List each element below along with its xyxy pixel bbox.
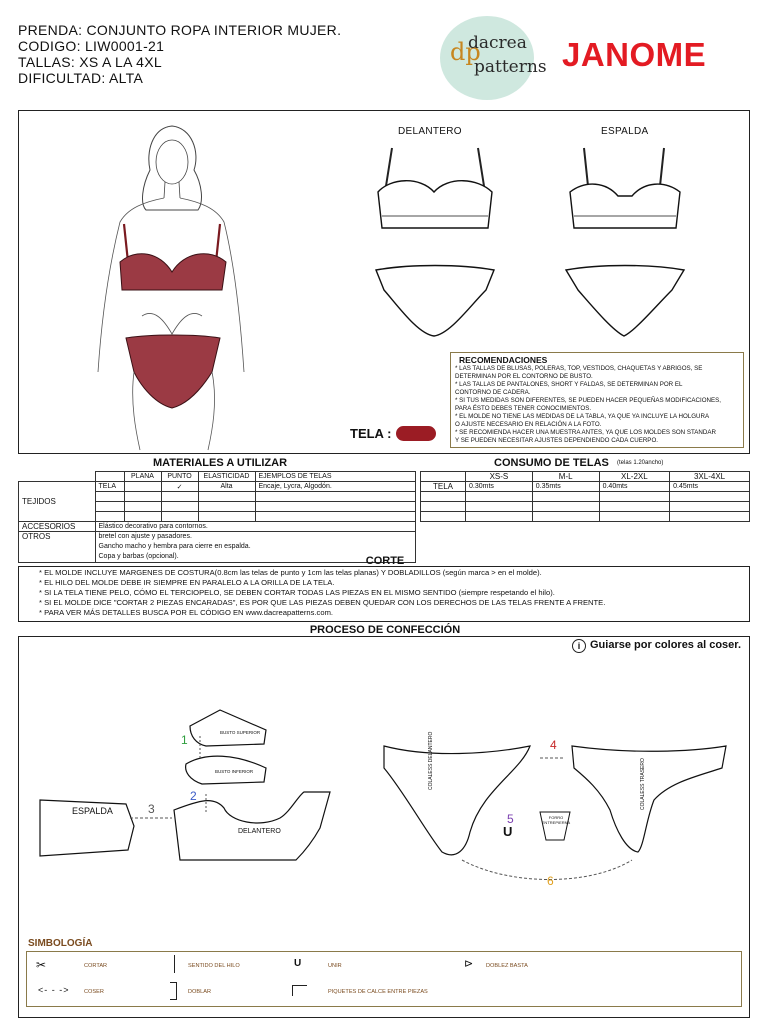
ejemplos-value: Encaje, Lycra, Algodón. xyxy=(255,482,416,492)
size-xl-2xl: XL-2XL xyxy=(599,472,670,482)
symbol-label-piquetes: PIQUETES DE CALCE ENTRE PIEZAS xyxy=(328,989,428,995)
recommendation-line: Y SE PUEDEN NECESITAR AJUSTES DEPENDIENDO CADA CUERPO. xyxy=(455,437,658,444)
recommendation-line: * LAS TALLAS DE BLUSAS, POLERAS, TOP, VESTIDOS, CHAQUETAS Y ABRIGOS, SE xyxy=(455,365,703,372)
step-3: 3 xyxy=(148,802,155,816)
consumo-row-label: TELA xyxy=(421,482,466,492)
tejidos-label: TEJIDOS xyxy=(19,482,96,522)
back-view-label: ESPALDA xyxy=(601,126,649,137)
tela-color-swatch xyxy=(396,426,436,441)
consumo-table xyxy=(420,471,750,522)
union-symbol: U xyxy=(503,824,513,839)
janome-logo: JANOME xyxy=(562,36,707,73)
materiales-table xyxy=(18,471,416,563)
recommendation-line: * SI TUS MEDIDAS SON DIFERENTES, SE PUEDEN HACER PEQUEÑAS MODIFICACIONES, xyxy=(455,397,721,404)
size-3xl-4xl: 3XL-4XL xyxy=(670,472,750,482)
recommendations-title: RECOMENDACIONES xyxy=(459,355,548,365)
col-elasticidad: ELASTICIDAD xyxy=(198,472,255,482)
scissors-icon: ✂ xyxy=(36,958,47,972)
recommendation-line: * LAS TALLAS DE PANTALONES, SHORT Y FALDAS, SE DETERMINAN POR EL xyxy=(455,381,683,388)
proceso-hint: Guiarse por colores al coser. xyxy=(590,639,742,651)
corte-line: * SI EL MOLDE DICE "CORTAR 2 PIEZAS ENCARADAS", ES POR QUE LAS PIEZAS DEBEN QUEDAR CON LOS DERECHOS DE LAS TELAS FRENTE A FRENTE. xyxy=(39,598,606,607)
consumo-title: CONSUMO DE TELAS xyxy=(494,457,609,469)
corte-box xyxy=(18,566,750,622)
symbol-label-cortar: CORTAR xyxy=(84,963,108,969)
step-4: 4 xyxy=(550,738,557,752)
size-m-l: M-L xyxy=(532,472,599,482)
col-punto: PUNTO xyxy=(161,472,198,482)
front-flat-drawing xyxy=(370,140,500,340)
header-tallas: TALLAS: XS A LA 4XL xyxy=(18,54,162,70)
symbol-label-doblar: DOBLAR xyxy=(188,989,212,995)
model-illustration xyxy=(80,112,270,452)
symbol-label-doblez: DOBLEZ BASTA xyxy=(486,963,528,969)
accesorios-label: ACCESORIOS xyxy=(19,522,96,532)
recommendations-box xyxy=(450,352,744,448)
piece-espalda-label: ESPALDA xyxy=(72,806,113,816)
header-dificultad: DIFICULTAD: ALTA xyxy=(18,70,144,86)
front-view-label: DELANTERO xyxy=(398,126,462,137)
consumo-value: 0.30mts xyxy=(466,482,533,492)
recommendation-line: PARA ÉSTO DEBES TENER CONOCIMIENTOS. xyxy=(455,405,592,412)
piece-colaless-delantero-label: COLALESS DELANTERO xyxy=(428,731,434,790)
simbologia-box xyxy=(26,951,742,1007)
elasticidad-value: Alta xyxy=(198,482,255,492)
consumo-value: 0.40mts xyxy=(599,482,670,492)
recommendation-line: CONTORNO DE CADERA. xyxy=(455,389,531,396)
punto-check: ✓ xyxy=(161,482,198,492)
header-codigo: CODIGO: LIW0001-21 xyxy=(18,38,165,54)
sew-arrow-icon: <- - -> xyxy=(38,985,70,995)
piece-busto-inferior-label: BUSTO INFERIOR xyxy=(215,769,254,774)
symbol-label-unir: UNIR xyxy=(328,963,342,969)
piece-colaless-trasero-label: COLALESS TRASERO xyxy=(640,758,646,810)
col-ejemplos: EJEMPLOS DE TELAS xyxy=(255,472,416,482)
union-icon: U xyxy=(294,958,302,969)
consumo-note: (telas 1.20ancho) xyxy=(617,460,664,466)
grain-line-icon xyxy=(174,955,175,973)
accesorios-value: Elástico decorativo para contornos. xyxy=(95,522,416,532)
tela-row-label: TELA xyxy=(95,482,124,492)
corte-line: * PARA VER MÁS DETALLES BUSCA POR EL CÓDIGO EN www.dacreapatterns.com. xyxy=(39,608,333,617)
dacrea-logo-mark: dp xyxy=(450,38,481,66)
recommendation-line: DETERMINAN POR EL CONTORNO DE BUSTO. xyxy=(455,373,593,380)
materiales-title: MATERIALES A UTILIZAR xyxy=(152,457,288,469)
proceso-title: PROCESO DE CONFECCIÓN xyxy=(309,624,461,636)
piece-forro-label: FORRO ENTREPIERNA xyxy=(541,815,571,825)
otros-label: OTROS xyxy=(19,532,96,563)
consumo-value: 0.45mts xyxy=(670,482,750,492)
corte-line: * SI LA TELA TIENE PELO, CÓMO EL TERCIOPELO, SE DEBEN CORTAR TODAS LAS PIEZAS EN EL MISMO SENTIDO (siempre respetando el hilo). xyxy=(39,588,555,597)
piece-delantero-label: DELANTERO xyxy=(238,828,281,835)
col-plana: PLANA xyxy=(124,472,161,482)
tela-swatch-label: TELA : xyxy=(350,426,392,441)
dacrea-logo-text-bottom: patterns xyxy=(474,57,547,77)
corte-title: CORTE xyxy=(365,555,405,567)
step-5: 5 xyxy=(507,812,514,826)
hem-fold-icon: ⊳ xyxy=(464,958,474,970)
header-prenda: PRENDA: CONJUNTO ROPA INTERIOR MUJER. xyxy=(18,22,342,38)
dacrea-logo-text-top: dacrea xyxy=(468,33,527,53)
corte-line: * EL MOLDE INCLUYE MARGENES DE COSTURA(0.8cm las telas de punto y 1cm las telas planas) Y DOBLADILLOS (según marca > en el molde). xyxy=(39,568,542,577)
symbol-label-coser: COSER xyxy=(84,989,104,995)
consumo-value: 0.35mts xyxy=(532,482,599,492)
symbol-label-sentido: SENTIDO DEL HILO xyxy=(188,963,240,969)
notch-icon xyxy=(292,985,307,996)
corte-line: * EL HILO DEL MOLDE DEBE IR SIEMPRE EN PARALELO A LA ORILLA DE LA TELA. xyxy=(39,578,335,587)
step-6: 6 xyxy=(547,874,554,888)
recommendation-line: * SE RECOMIENDA HACER UNA MUESTRA ANTES, YA QUE LOS MOLDES SON STANDAR xyxy=(455,429,716,436)
fold-icon xyxy=(170,982,177,1000)
otros-line: Gancho macho y hembra para cierre en espalda. xyxy=(98,543,251,550)
recommendation-line: * EL MOLDE NO TIENE LAS MEDIDAS DE LA TABLA, YA QUE YA INCLUYE LA HOLGURA xyxy=(455,413,710,420)
step-1: 1 xyxy=(181,733,188,747)
info-icon: i xyxy=(572,639,586,653)
size-xs-s: XS-S xyxy=(466,472,533,482)
back-flat-drawing xyxy=(560,140,690,340)
step-2: 2 xyxy=(190,789,197,803)
simbologia-title: SIMBOLOGÍA xyxy=(28,938,93,949)
recommendation-line: O AJUSTE NECESARIO EN RELACIÓN A LA FOTO. xyxy=(455,421,602,428)
otros-line: Copa y barbas (opcional). xyxy=(98,553,179,560)
otros-line: bretel con ajuste y pasadores. xyxy=(98,533,192,540)
pattern-pieces-diagram xyxy=(30,700,730,900)
piece-busto-superior-label: BUSTO SUPERIOR xyxy=(220,730,261,735)
